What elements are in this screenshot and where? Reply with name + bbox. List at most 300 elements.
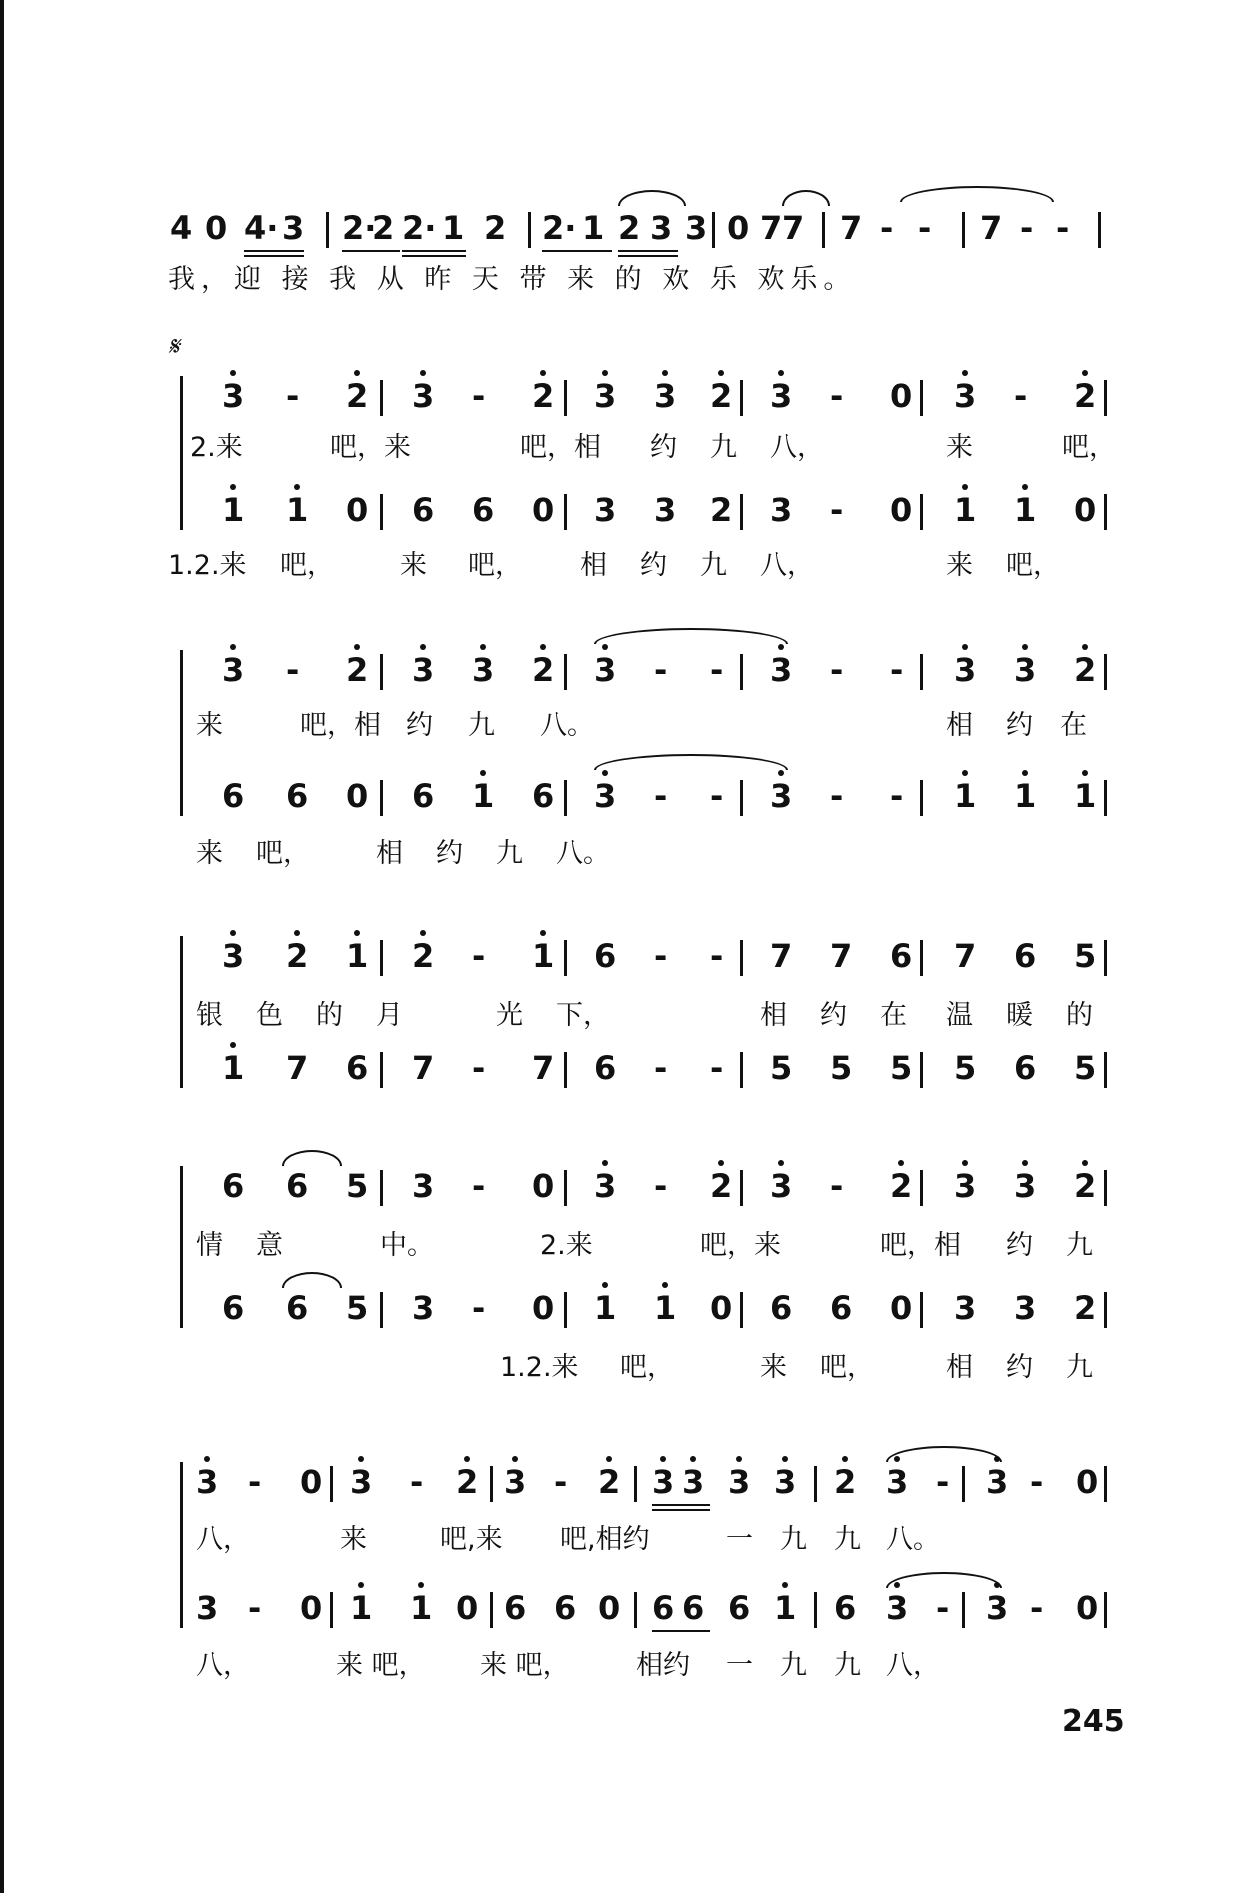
lyric-syllable: 色 (256, 1000, 283, 1031)
note: 3 (682, 1463, 705, 1501)
note: 3 (412, 377, 435, 415)
octave-dot (602, 770, 608, 776)
note: 6 (830, 1289, 853, 1327)
note: 2 (1074, 377, 1097, 415)
lyric-syllable: 九 (1066, 1352, 1093, 1383)
barline (920, 780, 923, 816)
barline (634, 1592, 637, 1628)
note: 7 (760, 209, 783, 247)
lyric-syllable: 八。 (886, 1524, 940, 1555)
note-dash: - (710, 777, 724, 815)
note: 6 (222, 1289, 245, 1327)
note: 0 (300, 1589, 323, 1627)
beat-underline (582, 250, 612, 252)
note: 2 (286, 937, 309, 975)
lyric-syllable: 意 (256, 1230, 283, 1261)
note-dash: - (1030, 1589, 1044, 1627)
system-bracket (180, 1166, 183, 1328)
barline (740, 1052, 743, 1088)
note: 2 (346, 377, 369, 415)
note: 2 (1074, 1167, 1097, 1205)
note: 3 (594, 651, 617, 689)
barline (822, 212, 825, 248)
note: 0 (890, 377, 913, 415)
octave-dot (778, 1160, 784, 1166)
barline (564, 780, 567, 816)
lyric-syllable: 来 (400, 550, 427, 581)
note: 0 (727, 209, 750, 247)
note: 6 (286, 1167, 309, 1205)
barline (380, 1052, 383, 1088)
octave-dot (662, 1282, 668, 1288)
lyric-syllable: 相 (946, 710, 973, 741)
note: 5 (346, 1289, 369, 1327)
segno-icon: 𝄋 (168, 332, 180, 362)
note-dash: - (410, 1463, 424, 1501)
note-dash: - (880, 209, 894, 247)
octave-dot (782, 1456, 788, 1462)
octave-dot (1082, 644, 1088, 650)
barline (1104, 1292, 1107, 1328)
slur-mark (282, 1272, 342, 1288)
note-dash: - (248, 1589, 262, 1627)
note: 1 (582, 209, 605, 247)
barline (962, 1466, 965, 1502)
lyric-syllable: 九 (780, 1524, 807, 1555)
note: 3 (770, 651, 793, 689)
note: 5 (346, 1167, 369, 1205)
note-dash: - (472, 1167, 486, 1205)
octave-dot (358, 1582, 364, 1588)
octave-dot (1022, 644, 1028, 650)
note: 0 (532, 1289, 555, 1327)
barline (1104, 1052, 1107, 1088)
note: 6 (682, 1589, 705, 1627)
note-dash: - (830, 777, 844, 815)
octave-dot (606, 1456, 612, 1462)
barline (564, 1170, 567, 1206)
note: 2 (598, 1463, 621, 1501)
note-dash: - (1014, 377, 1028, 415)
slur-mark (594, 628, 788, 644)
note: 0 (1076, 1589, 1099, 1627)
octave-dot (1082, 770, 1088, 776)
system-bracket (180, 376, 183, 530)
barline (1104, 940, 1107, 976)
note-dash: - (654, 1049, 668, 1087)
octave-dot (540, 930, 546, 936)
note: 1 (954, 777, 977, 815)
note: 2 (532, 377, 555, 415)
note-dash: - (830, 1167, 844, 1205)
note: 1 (472, 777, 495, 815)
lyric-syllable: 八， (770, 432, 824, 463)
lyric-syllable: 吧，相 (880, 1230, 961, 1261)
barline (740, 380, 743, 416)
note: 6 (472, 491, 495, 529)
note-dash: - (936, 1463, 950, 1501)
beat-underline (342, 250, 400, 252)
note: 6 (770, 1289, 793, 1327)
note-dash: - (286, 651, 300, 689)
note-dash: - (1056, 209, 1070, 247)
lyric-syllable: 九 (1066, 1230, 1093, 1261)
note: 0 (346, 777, 369, 815)
system-bracket (180, 936, 183, 1088)
barline (380, 1292, 383, 1328)
note: 2 (456, 1463, 479, 1501)
barline (564, 654, 567, 690)
note: 0 (1074, 491, 1097, 529)
barline (712, 212, 715, 248)
lyric-syllable: 吧，相 (300, 710, 381, 741)
barline (814, 1466, 817, 1502)
lyric-syllable: 九 (496, 838, 523, 869)
note: 3 (412, 1289, 435, 1327)
note: 1 (1014, 777, 1037, 815)
note: 3 (986, 1463, 1009, 1501)
note: 1 (654, 1289, 677, 1327)
octave-dot (540, 644, 546, 650)
note: 2 (710, 491, 733, 529)
barline (920, 380, 923, 416)
note: 4 (170, 209, 193, 247)
note-dash: - (830, 651, 844, 689)
lyric-syllable: 1.2.来 (168, 550, 247, 581)
note: 6 (222, 1167, 245, 1205)
barline (330, 1592, 333, 1628)
lyric-syllable: 约 (820, 1000, 847, 1031)
octave-dot (418, 1582, 424, 1588)
barline (528, 212, 531, 248)
lyric-syllable: 银 (196, 1000, 223, 1031)
barline (380, 494, 383, 530)
lyric-syllable: 约 (640, 550, 667, 581)
note: 7 (412, 1049, 435, 1087)
lyric-syllable: 一 (726, 1524, 753, 1555)
note-dash: - (654, 937, 668, 975)
barline (740, 654, 743, 690)
barline (564, 940, 567, 976)
note: 7 (286, 1049, 309, 1087)
barline (920, 494, 923, 530)
note: 6 (652, 1589, 675, 1627)
note: 1 (222, 1049, 245, 1087)
note: 1 (954, 491, 977, 529)
lyric-syllable: 相约 (636, 1650, 690, 1681)
note-dash: - (654, 651, 668, 689)
note: 3 (650, 209, 673, 247)
note: 7 (830, 937, 853, 975)
note: 1 (532, 937, 555, 975)
note: 6 (286, 777, 309, 815)
beat-underline (618, 250, 678, 252)
note: 0 (205, 209, 228, 247)
octave-dot (718, 370, 724, 376)
barline (1098, 212, 1101, 248)
octave-dot (778, 644, 784, 650)
lyric-syllable: 八， (760, 550, 814, 581)
note: 3 (412, 1167, 435, 1205)
octave-dot (690, 1456, 696, 1462)
lyric-syllable: 温 (946, 1000, 973, 1031)
lyric-syllable: 九 (834, 1524, 861, 1555)
octave-dot (230, 484, 236, 490)
slur-mark (886, 1572, 1002, 1588)
lyric-syllable: 相 (580, 550, 607, 581)
barline (330, 1466, 333, 1502)
slur-mark (900, 186, 1054, 202)
barline (1104, 494, 1107, 530)
note: 6 (1014, 1049, 1037, 1087)
note: 3 (770, 491, 793, 529)
lyric-syllable: 八， (196, 1524, 250, 1555)
octave-dot (1082, 1160, 1088, 1166)
barline (740, 780, 743, 816)
note: 2 (834, 1463, 857, 1501)
lyric-syllable: 八。 (540, 710, 594, 741)
note: 2 (1074, 1289, 1097, 1327)
barline (740, 1170, 743, 1206)
note: 6 (594, 937, 617, 975)
note: 6 (412, 777, 435, 815)
lyric-syllable: 情 (196, 1230, 223, 1261)
note: 6 (1014, 937, 1037, 975)
beat-underline (402, 255, 466, 257)
note-dash: - (248, 1463, 262, 1501)
note: 3 (196, 1463, 219, 1501)
note: 3 (472, 651, 495, 689)
octave-dot (778, 370, 784, 376)
note-dash: - (472, 1049, 486, 1087)
beat-underline (618, 255, 678, 257)
octave-dot (230, 930, 236, 936)
lyric-syllable: 暖 (1006, 1000, 1033, 1031)
lyric-syllable: 吧， (468, 550, 522, 581)
note: 3 (728, 1463, 751, 1501)
lyric-syllable: 在 (1060, 710, 1087, 741)
lyric-syllable: 吧，来 (330, 432, 411, 463)
note: 5 (890, 1049, 913, 1087)
barline (814, 1592, 817, 1628)
lyric-syllable: 九 (710, 432, 737, 463)
lyric-syllable: 吧，来 (700, 1230, 781, 1261)
note: 6 (346, 1049, 369, 1087)
octave-dot (782, 1582, 788, 1588)
barline (564, 494, 567, 530)
octave-dot (480, 770, 486, 776)
note: 6 (728, 1589, 751, 1627)
octave-dot (354, 930, 360, 936)
note: 5 (1074, 1049, 1097, 1087)
barline (380, 380, 383, 416)
lyric-syllable: 在 (880, 1000, 907, 1031)
barline (740, 1292, 743, 1328)
lyric-syllable: 吧， (1006, 550, 1060, 581)
note: 3 (774, 1463, 797, 1501)
octave-dot (962, 644, 968, 650)
lyric-syllable: 吧,来 (440, 1524, 503, 1555)
barline (1104, 1170, 1107, 1206)
note: 1 (222, 491, 245, 529)
note: 6 (594, 1049, 617, 1087)
note-dash: - (936, 1589, 950, 1627)
barline (740, 940, 743, 976)
slur-mark (594, 754, 788, 770)
lyric-syllable: 来 (946, 432, 973, 463)
note: 3 (594, 377, 617, 415)
barline (1104, 380, 1107, 416)
octave-dot (602, 1282, 608, 1288)
note: 3 (954, 377, 977, 415)
lyric-syllable: 约 (436, 838, 463, 869)
barline (380, 1170, 383, 1206)
lyric-syllable: 一 (726, 1650, 753, 1681)
lyric-syllable: 月 (376, 1000, 403, 1031)
lyric-syllable: 的 (316, 1000, 343, 1031)
note: 2 (484, 209, 507, 247)
slur-mark (886, 1446, 1002, 1462)
barline (740, 494, 743, 530)
slur-mark (618, 190, 686, 206)
octave-dot (230, 644, 236, 650)
page-number: 245 (1062, 1704, 1125, 1739)
octave-dot (1022, 770, 1028, 776)
note: 1 (350, 1589, 373, 1627)
lyric-syllable: 约 (1006, 710, 1033, 741)
note: 1 (594, 1289, 617, 1327)
lyric-syllable: 吧， (820, 1352, 874, 1383)
note: 3 (1014, 1167, 1037, 1205)
note: 0 (346, 491, 369, 529)
octave-dot (354, 370, 360, 376)
barline (564, 380, 567, 416)
barline (920, 940, 923, 976)
octave-dot (230, 370, 236, 376)
note: 2 (1074, 651, 1097, 689)
octave-dot (358, 1456, 364, 1462)
octave-dot (512, 1456, 518, 1462)
note: 6 (532, 777, 555, 815)
barline (962, 1592, 965, 1628)
lyric-syllable: 1.2.来 (500, 1352, 579, 1383)
octave-dot (660, 1456, 666, 1462)
lyric-syllable: 中。 (380, 1230, 434, 1261)
note-dash: - (472, 1289, 486, 1327)
lyric-syllable: 约 (650, 432, 677, 463)
octave-dot (420, 930, 426, 936)
octave-dot (420, 644, 426, 650)
note: 3 (594, 491, 617, 529)
note: 2 (412, 937, 435, 975)
note: 7 (532, 1049, 555, 1087)
lyric-syllable: 九 (780, 1650, 807, 1681)
octave-dot (540, 370, 546, 376)
beat-underline (652, 1504, 710, 1506)
note-dash: - (554, 1463, 568, 1501)
lyric-syllable: 的 (1066, 1000, 1093, 1031)
note: 0 (532, 491, 555, 529)
note: 3 (196, 1589, 219, 1627)
beat-underline (652, 1630, 710, 1632)
lyric-syllable: 2.来 (540, 1230, 593, 1261)
note: 3 (594, 1167, 617, 1205)
notes-row (0, 208, 1246, 268)
note-dash: - (286, 377, 300, 415)
barline (962, 212, 965, 248)
octave-dot (962, 1160, 968, 1166)
note: 5 (830, 1049, 853, 1087)
note: 5 (954, 1049, 977, 1087)
note: 0 (890, 491, 913, 529)
note: 5 (1074, 937, 1097, 975)
lyric-syllable: 约 (1006, 1230, 1033, 1261)
note: 3 (282, 209, 305, 247)
octave-dot (962, 770, 968, 776)
note: 6 (286, 1289, 309, 1327)
note: 3 (886, 1463, 909, 1501)
lyric-syllable: 来 吧， (336, 1650, 426, 1681)
lyric-syllable: 约 (406, 710, 433, 741)
note: 1 (1074, 777, 1097, 815)
barline (920, 1052, 923, 1088)
barline (1104, 780, 1107, 816)
octave-dot (1082, 370, 1088, 376)
barline (564, 1052, 567, 1088)
note: 1 (774, 1589, 797, 1627)
barline (1104, 654, 1107, 690)
octave-dot (480, 644, 486, 650)
note: 7 (770, 937, 793, 975)
system-bracket (180, 1462, 183, 1628)
note: 1 (410, 1589, 433, 1627)
note: 1 (1014, 491, 1037, 529)
note: 3 (654, 491, 677, 529)
lyric-syllable: 八。 (556, 838, 610, 869)
note-dash: - (1020, 209, 1034, 247)
note: 7 (840, 209, 863, 247)
note: 3 (954, 1289, 977, 1327)
note: 4· (244, 209, 279, 247)
octave-dot (962, 484, 968, 490)
barline (1104, 1592, 1107, 1628)
note: 3 (222, 651, 245, 689)
note: 3 (954, 1167, 977, 1205)
octave-dot (602, 644, 608, 650)
lyric-syllable: 九 (700, 550, 727, 581)
octave-dot (464, 1456, 470, 1462)
beat-underline (652, 1509, 710, 1511)
octave-dot (602, 1160, 608, 1166)
note: 3 (350, 1463, 373, 1501)
note: 0 (456, 1589, 479, 1627)
note-dash: - (830, 491, 844, 529)
octave-dot (230, 1042, 236, 1048)
octave-dot (294, 930, 300, 936)
note-dash: - (710, 651, 724, 689)
lyric-syllable: 吧， (1062, 432, 1116, 463)
note: 2 (532, 651, 555, 689)
lyric-syllable: 来 (196, 838, 223, 869)
slur-mark (782, 190, 830, 206)
octave-dot (842, 1456, 848, 1462)
note: 7 (954, 937, 977, 975)
note-dash: - (890, 777, 904, 815)
note: 2 (710, 377, 733, 415)
note: 2 (346, 651, 369, 689)
note: 2 (372, 209, 395, 247)
lyric-syllable: 约 (1006, 1352, 1033, 1383)
